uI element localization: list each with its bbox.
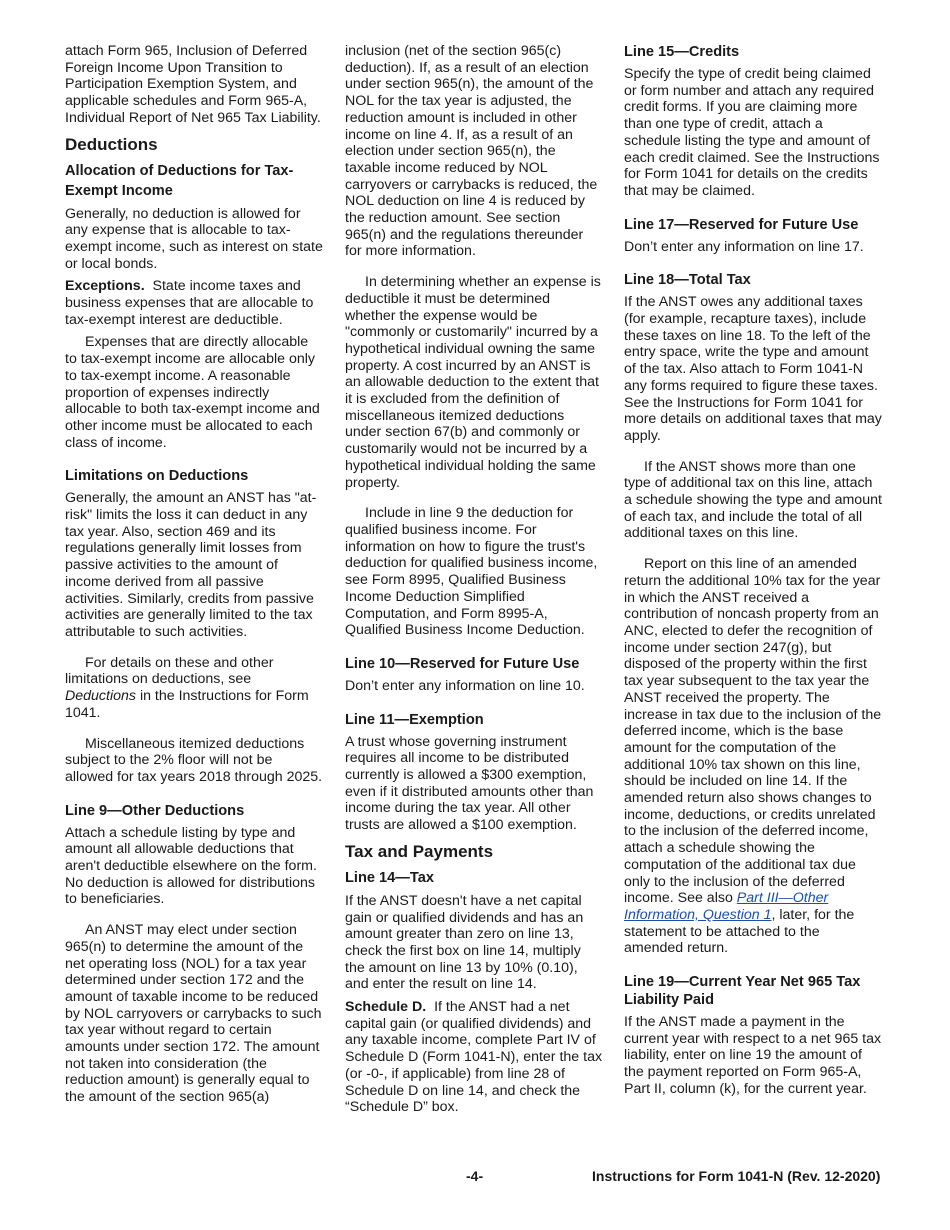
expenses-paragraph: Expenses that are directly allocable to tax-exempt income are allocable only to tax-exempt income. A reasonable proportion of expenses indirectly allocable to both tax-exempt income and other income must be allocated to each class of income. <box>65 334 320 451</box>
line14-paragraph: If the ANST doesn't have a net capital gain or qualified dividends and has an amount greater than zero on line 13, check the first box on line 14, multiply the amount on line 13 by 10% (0.10), and enter the result on line 14. <box>345 892 584 993</box>
continued-paragraph: inclusion (net of the section 965(c) deduction). If, as a result of an election under section 965(n), the amount of the NOL for the tax year is adjusted, the reduction amount is included in other income on line 4. If, as a result of an election under section 965(n), the taxable income reduced by NOL carryovers or carrybacks is reduced, the NOL deduction on line 4 is reduced by the reduction amount. See section 965(n) and the regulations thereunder for more information. <box>345 43 598 260</box>
column-3 <box>624 43 882 1104</box>
allocation-heading: Allocation of Deductions for Tax-Exempt Income <box>65 162 294 199</box>
nol-paragraph: An ANST may elect under section 965(n) to determine the amount of the net operating loss (NOL) for a tax year determined under section 172 and the amount of taxable income to be reduced by NOL carryovers or carrybacks to such tax year without regard to certain amounts under section 172. The amount not taken into consideration (the reduction amount) is generally equal to the amount of the section 965(a) <box>65 922 322 1106</box>
report-paragraph <box>624 556 882 957</box>
line10-paragraph: Don’t enter any information on line 10. <box>345 677 585 694</box>
details-text-2: in the Instructions for Form 1041. <box>65 688 309 721</box>
atrisk-paragraph: Generally, the amount an ANST has "at-risk" limits the loss it can deduct in any tax year. Also, section 469 and its regulations generally limit losses from passive activities to the amount of income derived from all passive activities. Similarly, credits from passive activities are generally limited to the tax attributable to such activities. <box>65 490 317 640</box>
line10-heading: Line 10—Reserved for Future Use <box>345 655 580 672</box>
line15-paragraph: Specify the type of credit being claimed or form number and attach any required credit forms. If you are claiming more than one type of credit, attach a schedule listing the type and amount of each credit claimed. See the Instructions for Form 1041 for details on the credits that may be claimed. <box>624 66 880 199</box>
generally-paragraph: Generally, no deduction is allowed for any expense that is allocable to tax-exempt income, such as interest on state or local bonds. <box>65 205 323 272</box>
exceptions-paragraph <box>65 278 323 328</box>
line19-heading: Line 19—Current Year Net 965 Tax Liability Paid <box>624 974 861 1009</box>
include-paragraph: Include in line 9 the deduction for qualified business income. For information on how to figure the trust's deduction for qualified business income, see Form 8995, Qualified Business Income Deduction Simplified Computation, and Form 8995-A, Qualified Business Income Deduction. <box>345 505 598 639</box>
line15-heading: Line 15—Credits <box>624 44 740 60</box>
tax-payments-heading: Tax and Payments <box>345 841 494 861</box>
page-number: -4- <box>466 1168 484 1184</box>
column-2 <box>345 43 603 1122</box>
limitations-heading: Limitations on Deductions <box>65 468 249 485</box>
report-text-end: , later, for the statement to be attached to the amended return. <box>624 906 855 957</box>
deductions-emphasis: Deductions <box>65 688 136 705</box>
schedule-d-text: If the ANST had a net capital gain (or qualified dividends) and any taxable income, complete Part IV of Schedule D (Form 1041-N), enter the tax (or -0-, if applicable) from line 28 of Schedule D on line 14, and check the “Schedule D” box. <box>345 999 603 1116</box>
details-text-1: For details on these and other limitations on deductions, see <box>65 654 274 688</box>
line17-heading: Line 17—Reserved for Future Use <box>624 216 859 233</box>
line18-heading: Line 18—Total Tax <box>624 272 751 289</box>
more-than-one-paragraph: If the ANST shows more than one type of additional tax on this line, attach a schedule showing the type and amount of each tax, and include the total of all additional taxes on this line. <box>624 458 882 542</box>
form-name-footer: Instructions for Form 1041-N (Rev. 12-2020) <box>592 1168 881 1184</box>
line14-heading: Line 14—Tax <box>345 869 434 886</box>
line9-heading: Line 9—Other Deductions <box>65 802 245 819</box>
determining-paragraph: In determining whether an expense is deductible it must be determined whether the expense would be "commonly or customarily" incurred by a hypothetical individual owning the same property. A cost incurred by an ANST is an allowable deduction to the extent that it is excluded from the definition of miscellaneous itemized deductions under section 67(b) and commonly or customarily would not be incurred by a hypothetical individual holding the same property. <box>345 274 601 491</box>
part3-question1-link[interactable]: Part III—Other Information, Question 1 <box>624 890 829 923</box>
column-1 <box>65 43 323 1112</box>
exceptions-text: State income taxes and business expenses that are allocable to tax-exempt interest are deductible. <box>65 278 314 328</box>
exceptions-lead: Exceptions. <box>65 278 145 295</box>
line18-paragraph: If the ANST owes any additional taxes (for example, recapture taxes), include these taxes on line 18. To the left of the entry space, write the type and amount of the tax. Also attach to Form 1041-N any forms required to figure these taxes. See the Instructions for Form 1041 for more details on additional taxes that may apply. <box>624 294 882 444</box>
deductions-heading: Deductions <box>65 134 158 154</box>
line9-paragraph: Attach a schedule listing by type and amount all allowable deductions that aren't deductible elsewhere on the form. No deduction is allowed for distributions to beneficiaries. <box>65 824 317 908</box>
schedule-d-lead: Schedule D. <box>345 999 427 1016</box>
line11-paragraph: A trust whose governing instrument requires all income to be distributed currently is allowed a $300 exemption, even if it distributed amounts other than income during the tax year. All other trusts are allowed a $100 exemption. <box>345 733 594 834</box>
misc-paragraph: Miscellaneous itemized deductions subject to the 2% floor will not be allowed for tax years 2018 through 2025. <box>65 735 323 785</box>
line19-paragraph: If the ANST made a payment in the current year with respect to a net 965 tax liability, enter on line 19 the amount of the payment reported on Form 965-A, Part II, column (k), for the current year. <box>624 1014 882 1097</box>
schedule-d-paragraph <box>345 999 603 1116</box>
line17-paragraph: Don’t enter any information on line 17. <box>624 238 864 255</box>
report-text: Report on this line of an amended return the additional 10% tax for the year in which the ANST received a contribution of noncash property from an ANC, elected to defer the recognition of income under section 247(g), but disposed of the property within the first tax year subsequent to the tax year the ANST received the property. The increase in tax due to the inclusion of the deferred income, which is the base amount for the computation of the additional 10% tax shown on this line, should be included on line 14. If the amended return also shows changes to income, deductions, or credits unrelated to the inclusion of the deferred income, attach a schedule showing the computation of the additional tax due only to the inclusion of the deferred income. See also <box>624 556 882 907</box>
details-paragraph <box>65 655 323 722</box>
line11-heading: Line 11—Exemption <box>345 711 484 728</box>
intro-paragraph: attach Form 965, Inclusion of Deferred Foreign Income Upon Transition to Participation Exemption System, and applicable schedules and Form 965-A, Individual Report of Net 965 Tax Liability. <box>65 43 321 126</box>
